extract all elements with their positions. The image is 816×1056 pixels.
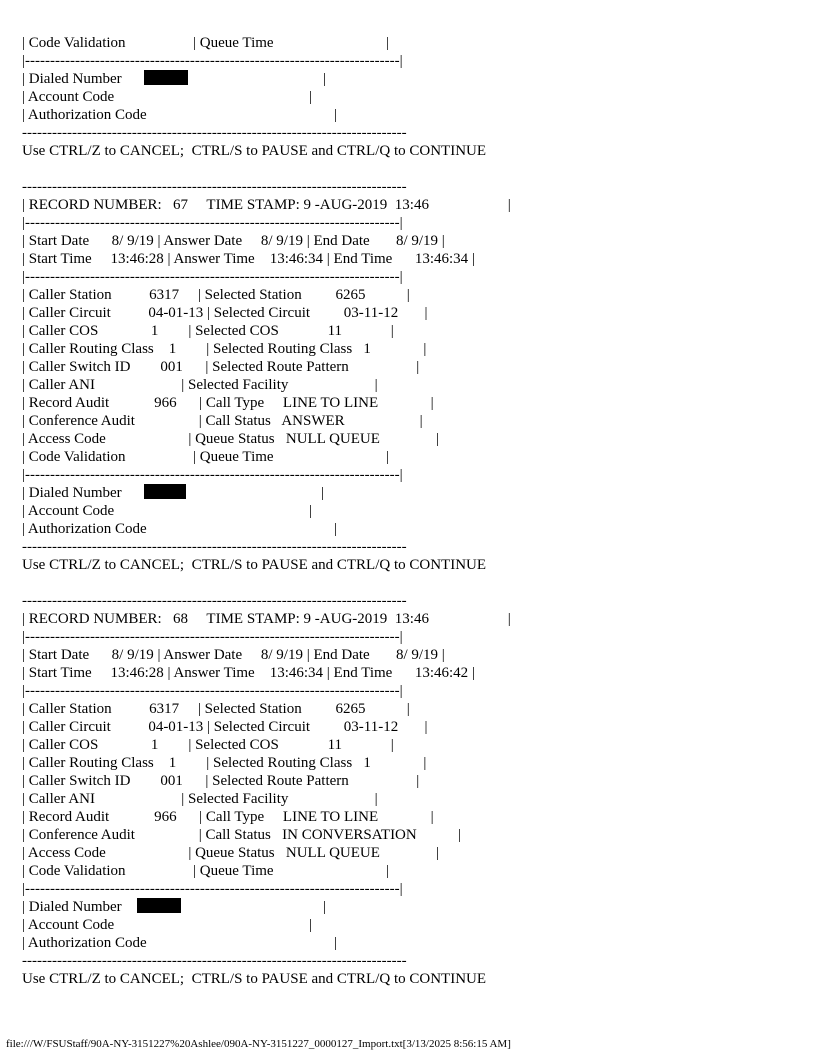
text-line bbox=[22, 844, 439, 862]
text-line bbox=[22, 754, 426, 772]
text-line bbox=[22, 682, 403, 700]
text-line bbox=[22, 880, 403, 898]
text-line bbox=[22, 304, 427, 322]
text-line-content: | Caller Routing Class 1 | Selected Routing Class 1 | bbox=[22, 755, 427, 771]
text-line-content: Use CTRL/Z to CANCEL; CTRL/S to PAUSE and CTRL/Q to CONTINUE bbox=[22, 557, 487, 573]
text-line bbox=[22, 592, 407, 610]
text-line-content: | RECORD NUMBER: 67 TIME STAMP: 9 -AUG-2019 13:46 | bbox=[22, 197, 511, 213]
text-line-content: | Caller Circuit 04-01-13 | Selected Circuit 03-11-12 | bbox=[22, 305, 428, 321]
text-line bbox=[22, 484, 324, 502]
text-line bbox=[22, 448, 389, 466]
text-line bbox=[22, 34, 389, 52]
text-line-content: | Caller Station 6317 | Selected Station 6265 | bbox=[22, 287, 410, 303]
text-line bbox=[22, 322, 394, 340]
text-line-trailing: | bbox=[188, 71, 327, 87]
text-line bbox=[22, 142, 486, 160]
text-line-content: | Caller Switch ID 001 | Selected Route Pattern | bbox=[22, 773, 420, 789]
text-line bbox=[22, 772, 419, 790]
text-line bbox=[22, 250, 475, 268]
text-line bbox=[22, 520, 337, 538]
text-line-content: Use CTRL/Z to CANCEL; CTRL/S to PAUSE and CTRL/Q to CONTINUE bbox=[22, 143, 487, 159]
text-line-content: |---------------------------------------------------------------------------| bbox=[22, 629, 403, 645]
redaction-block bbox=[137, 898, 181, 913]
text-line bbox=[22, 196, 511, 214]
text-line bbox=[22, 862, 389, 880]
text-line-content: |---------------------------------------------------------------------------| bbox=[22, 53, 403, 69]
text-line bbox=[22, 70, 326, 88]
text-line-content: | Caller COS 1 | Selected COS 11 | bbox=[22, 737, 394, 753]
text-line-content: ----------------------------------------------------------------------------- bbox=[22, 179, 407, 195]
text-line-content: | Access Code | Queue Status NULL QUEUE | bbox=[22, 845, 440, 861]
text-line bbox=[22, 214, 403, 232]
text-line bbox=[22, 52, 403, 70]
text-line bbox=[22, 502, 312, 520]
text-line-content: | Caller Routing Class 1 | Selected Routing Class 1 | bbox=[22, 341, 427, 357]
text-line-content: |---------------------------------------------------------------------------| bbox=[22, 467, 403, 483]
text-line-content: | Caller Circuit 04-01-13 | Selected Circuit 03-11-12 | bbox=[22, 719, 428, 735]
text-line-content: | Record Audit 966 | Call Type LINE TO LINE | bbox=[22, 809, 434, 825]
text-line bbox=[22, 826, 461, 844]
text-line-content: ----------------------------------------------------------------------------- bbox=[22, 593, 407, 609]
text-line-content: |---------------------------------------------------------------------------| bbox=[22, 269, 403, 285]
text-line bbox=[22, 718, 427, 736]
text-line-content: | Authorization Code | bbox=[22, 521, 338, 537]
text-line bbox=[22, 970, 486, 988]
text-line bbox=[22, 610, 511, 628]
text-line bbox=[22, 286, 410, 304]
text-line-content: |---------------------------------------------------------------------------| bbox=[22, 683, 403, 699]
text-line bbox=[22, 394, 434, 412]
text-line bbox=[22, 430, 439, 448]
text-line-content: | Caller COS 1 | Selected COS 11 | bbox=[22, 323, 394, 339]
page-footer-path: file:///W/FSUStaff/90A-NY-3151227%20Ashlee/090A-NY-3151227_0000127_Import.txt[3/13/2025 8:56:15 AM] bbox=[6, 1038, 511, 1050]
text-line bbox=[22, 898, 326, 916]
text-line-content: |---------------------------------------------------------------------------| bbox=[22, 215, 403, 231]
text-line-content: ----------------------------------------------------------------------------- bbox=[22, 125, 407, 141]
text-line-content: | Dialed Number bbox=[22, 485, 145, 501]
text-line-content: | RECORD NUMBER: 68 TIME STAMP: 9 -AUG-2019 13:46 | bbox=[22, 611, 511, 627]
text-line bbox=[22, 538, 407, 556]
text-line bbox=[22, 466, 403, 484]
text-line bbox=[22, 412, 423, 430]
text-line-content: | Code Validation | Queue Time | bbox=[22, 863, 390, 879]
text-line bbox=[22, 88, 312, 106]
text-line-content: ----------------------------------------------------------------------------- bbox=[22, 539, 407, 555]
text-line bbox=[22, 952, 407, 970]
text-line-content: | Code Validation | Queue Time | bbox=[22, 35, 390, 51]
text-line bbox=[22, 124, 407, 142]
text-line bbox=[22, 700, 410, 718]
text-line-content: | Start Time 13:46:28 | Answer Time 13:46:34 | End Time 13:46:34 | bbox=[22, 251, 475, 267]
text-line-content: | Conference Audit | Call Status ANSWER | bbox=[22, 413, 423, 429]
text-line bbox=[22, 376, 378, 394]
redaction-block bbox=[144, 70, 188, 85]
text-line-content: | Account Code | bbox=[22, 503, 313, 519]
text-line bbox=[22, 916, 312, 934]
text-line-content: | Caller Station 6317 | Selected Station 6265 | bbox=[22, 701, 410, 717]
text-line bbox=[22, 628, 403, 646]
text-line bbox=[22, 646, 445, 664]
text-line bbox=[22, 790, 378, 808]
text-line-content: | Caller Switch ID 001 | Selected Route Pattern | bbox=[22, 359, 420, 375]
text-line-content: | Start Time 13:46:28 | Answer Time 13:46:34 | End Time 13:46:42 | bbox=[22, 665, 475, 681]
text-line-content: | Code Validation | Queue Time | bbox=[22, 449, 390, 465]
text-line bbox=[22, 358, 419, 376]
text-line-content: | Caller ANI | Selected Facility | bbox=[22, 377, 378, 393]
text-line bbox=[22, 736, 394, 754]
text-line-content: Use CTRL/Z to CANCEL; CTRL/S to PAUSE and CTRL/Q to CONTINUE bbox=[22, 971, 487, 987]
text-line-content: | Dialed Number bbox=[22, 71, 145, 87]
text-line-content: | Start Date 8/ 9/19 | Answer Date 8/ 9/19 | End Date 8/ 9/19 | bbox=[22, 233, 445, 249]
text-line bbox=[22, 934, 337, 952]
text-line-content: | Authorization Code | bbox=[22, 935, 338, 951]
text-line-content: | Conference Audit | Call Status IN CONVERSATION | bbox=[22, 827, 461, 843]
text-line-content: | Authorization Code | bbox=[22, 107, 338, 123]
text-line-content: | Dialed Number bbox=[22, 899, 137, 915]
text-line-trailing: | bbox=[180, 899, 327, 915]
text-line bbox=[22, 808, 434, 826]
text-line bbox=[22, 178, 407, 196]
text-line-content: |---------------------------------------------------------------------------| bbox=[22, 881, 403, 897]
text-line-content: | Start Date 8/ 9/19 | Answer Date 8/ 9/19 | End Date 8/ 9/19 | bbox=[22, 647, 445, 663]
text-line bbox=[22, 556, 486, 574]
text-line-content: ----------------------------------------------------------------------------- bbox=[22, 953, 407, 969]
text-line bbox=[22, 268, 403, 286]
text-line-trailing: | bbox=[186, 485, 325, 501]
text-line-content: | Access Code | Queue Status NULL QUEUE | bbox=[22, 431, 440, 447]
text-line-content: | Account Code | bbox=[22, 89, 313, 105]
text-line-content: | Caller ANI | Selected Facility | bbox=[22, 791, 378, 807]
text-line-content: | Account Code | bbox=[22, 917, 313, 933]
text-line bbox=[22, 232, 445, 250]
redaction-block bbox=[144, 484, 186, 499]
text-line bbox=[22, 340, 426, 358]
text-line bbox=[22, 106, 337, 124]
text-line-content: | Record Audit 966 | Call Type LINE TO LINE | bbox=[22, 395, 434, 411]
text-line bbox=[22, 664, 475, 682]
